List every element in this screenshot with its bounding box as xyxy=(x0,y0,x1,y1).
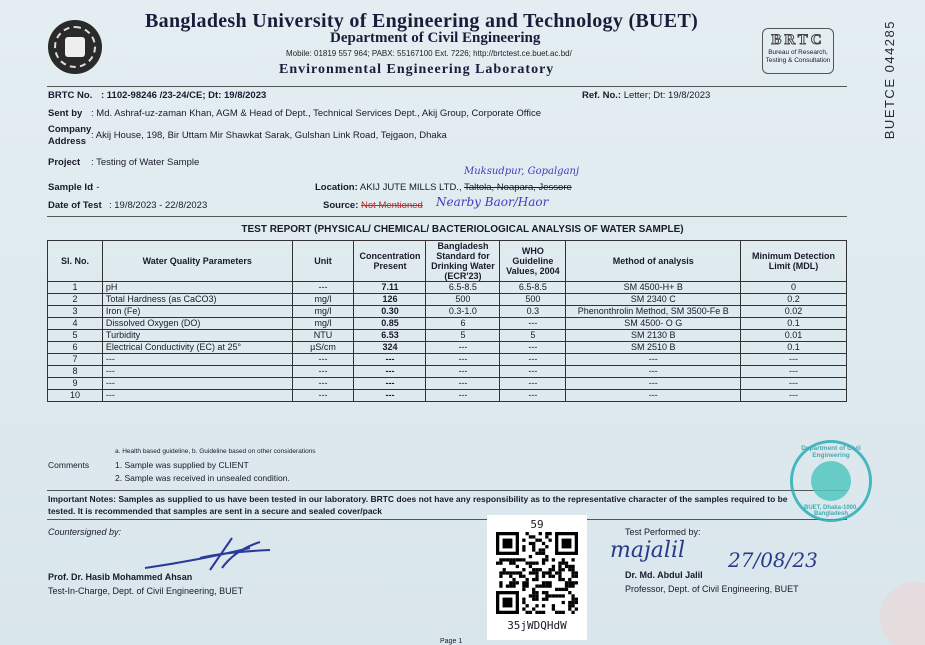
cell-who: 0.3 xyxy=(500,306,566,318)
header-sl: Sl. No. xyxy=(48,241,103,282)
cell-unit: --- xyxy=(292,390,354,402)
cell-sl: 2 xyxy=(48,294,103,306)
cell-parameter: Dissolved Oxygen (DO) xyxy=(102,318,292,330)
verification-qr xyxy=(487,515,587,640)
brtc-no-label: BRTC No. xyxy=(48,90,93,101)
tester-signature: majalil xyxy=(610,538,686,563)
cell-bd-standard: --- xyxy=(426,378,500,390)
table-row xyxy=(48,282,847,294)
cell-concentration: --- xyxy=(354,366,426,378)
cell-method: SM 2510 B xyxy=(566,342,741,354)
cell-concentration: --- xyxy=(354,378,426,390)
cell-concentration: 0.30 xyxy=(354,306,426,318)
cell-method: --- xyxy=(566,366,741,378)
cell-who: --- xyxy=(500,342,566,354)
cell-unit: --- xyxy=(292,354,354,366)
cell-who: --- xyxy=(500,366,566,378)
cell-bd-standard: 5 xyxy=(426,330,500,342)
qr-code-icon xyxy=(496,532,578,614)
tester-title: Professor, Dept. of Civil Engineering, BUET xyxy=(625,584,799,594)
cell-mdl: 0.1 xyxy=(741,318,847,330)
sample-id-label: Sample Id xyxy=(48,182,93,193)
table-row xyxy=(48,378,847,390)
cell-mdl: 0 xyxy=(741,282,847,294)
table-header-row xyxy=(48,241,847,282)
results-table xyxy=(47,240,847,402)
cell-unit: µS/cm xyxy=(292,342,354,354)
cell-parameter: --- xyxy=(102,390,292,402)
cell-parameter: Iron (Fe) xyxy=(102,306,292,318)
cell-unit: --- xyxy=(292,366,354,378)
qr-bottom-code: 35jWDQHdW xyxy=(507,619,567,632)
countersigned-label: Countersigned by: xyxy=(48,527,122,537)
countersigner-title: Test-In-Charge, Dept. of Civil Engineering, BUET xyxy=(48,586,244,596)
sent-by-label: Sent by xyxy=(48,108,83,119)
cell-bd-standard: --- xyxy=(426,354,500,366)
cell-concentration: 6.53 xyxy=(354,330,426,342)
cell-sl: 6 xyxy=(48,342,103,354)
ref-no-row xyxy=(582,90,710,101)
important-notes xyxy=(48,494,788,504)
cell-mdl: 0.01 xyxy=(741,330,847,342)
cell-mdl: --- xyxy=(741,366,847,378)
cell-method: SM 4500- O G xyxy=(566,318,741,330)
ref-no-label: Ref. No.: xyxy=(582,90,622,101)
cell-bd-standard: --- xyxy=(426,342,500,354)
cell-who: --- xyxy=(500,390,566,402)
location-struck: Taltola, Noapara, Jessore xyxy=(464,182,572,193)
serial-number: BUETCE 044285 xyxy=(882,20,897,140)
cell-who: --- xyxy=(500,318,566,330)
cell-parameter: Total Hardness (as CaCO3) xyxy=(102,294,292,306)
cell-sl: 8 xyxy=(48,366,103,378)
countersign-signature-icon xyxy=(140,530,280,575)
cell-concentration: 126 xyxy=(354,294,426,306)
header-mdl: Minimum Detection Limit (MDL) xyxy=(741,241,847,282)
cell-sl: 5 xyxy=(48,330,103,342)
table-row xyxy=(48,342,847,354)
table-row xyxy=(48,294,847,306)
page-label: Page 1 xyxy=(440,638,463,645)
ref-no-value: Letter; Dt: 19/8/2023 xyxy=(623,90,711,101)
location-row xyxy=(315,182,572,193)
sample-id-value: : - xyxy=(91,182,100,193)
cell-bd-standard: --- xyxy=(426,390,500,402)
header-unit: Unit xyxy=(292,241,354,282)
brtc-letters: BRTC xyxy=(771,32,825,48)
cell-parameter: pH xyxy=(102,282,292,294)
cell-parameter: Turbidity xyxy=(102,330,292,342)
cell-sl: 7 xyxy=(48,354,103,366)
department-name: Department of Civil Engineering xyxy=(330,30,541,46)
location-label: Location: xyxy=(315,182,358,193)
cell-unit: NTU xyxy=(292,330,354,342)
cell-sl: 4 xyxy=(48,318,103,330)
test-performed-label: Test Performed by: xyxy=(625,527,701,537)
table-row xyxy=(48,306,847,318)
meta-divider xyxy=(47,216,847,217)
header-parameter: Water Quality Parameters xyxy=(102,241,292,282)
location-handwritten: Muksudpur, Gopalganj xyxy=(464,166,580,177)
comment-2: 2. Sample was received in unsealed condition. xyxy=(115,473,290,483)
cell-concentration: --- xyxy=(354,390,426,402)
cell-parameter: --- xyxy=(102,354,292,366)
tester-name: Dr. Md. Abdul Jalil xyxy=(625,570,703,580)
qr-top-code: 59 xyxy=(530,518,544,531)
cell-method: SM 2340 C xyxy=(566,294,741,306)
cell-who: 6.5-8.5 xyxy=(500,282,566,294)
important-notes-text-1: Samples as supplied to us have been tested in our laboratory. BRTC does not have any responsibility as to the representative character of the samples required to be xyxy=(118,494,788,504)
project-label: Project xyxy=(48,157,81,168)
table-row xyxy=(48,330,847,342)
brtc-no-row xyxy=(48,90,266,101)
header-method: Method of analysis xyxy=(566,241,741,282)
company-label-1: Company xyxy=(48,124,92,135)
cell-bd-standard: 500 xyxy=(426,294,500,306)
header-who: WHO Guideline Values, 2004 xyxy=(500,241,566,282)
header-bd-standard: Bangladesh Standard for Drinking Water (ECR'23) xyxy=(426,241,500,282)
cell-who: --- xyxy=(500,378,566,390)
notes-top-divider xyxy=(47,490,847,491)
cell-mdl: --- xyxy=(741,390,847,402)
seal-bottom-text: BUET, Dhaka-1000, Bangladesh xyxy=(803,505,859,517)
cell-mdl: 0.02 xyxy=(741,306,847,318)
source-row xyxy=(323,200,423,211)
countersigner-name: Prof. Dr. Hasib Mohammed Ahsan xyxy=(48,572,193,582)
cell-bd-standard: --- xyxy=(426,366,500,378)
department-seal-icon xyxy=(790,440,872,522)
cell-sl: 10 xyxy=(48,390,103,402)
cell-who: 500 xyxy=(500,294,566,306)
cell-sl: 9 xyxy=(48,378,103,390)
header-divider xyxy=(47,86,847,87)
source-struck: Not Mentioned xyxy=(361,200,423,211)
cell-sl: 3 xyxy=(48,306,103,318)
seal-top-text: Department of Civil Engineering xyxy=(801,445,861,459)
source-label: Source: xyxy=(323,200,359,211)
comments-label: Comments xyxy=(48,460,90,470)
footnote: a. Health based guideline, b. Guideline based on other considerations xyxy=(115,448,316,455)
cell-method: SM 4500-H+ B xyxy=(566,282,741,294)
cell-bd-standard: 0.3-1.0 xyxy=(426,306,500,318)
cell-mdl: --- xyxy=(741,354,847,366)
location-value: AKIJ JUTE MILLS LTD., xyxy=(359,182,462,193)
buet-logo-icon xyxy=(48,20,102,74)
notes-bottom-divider xyxy=(47,519,847,520)
cell-method: Phenonthrolin Method, SM 3500-Fe B xyxy=(566,306,741,318)
contact-line: Mobile: 01819 557 964; PABX: 55167100 Ext. 7226; http://brtctest.ce.buet.ac.bd/ xyxy=(286,49,572,58)
important-notes-label: Important Notes: xyxy=(48,494,116,504)
comment-1: 1. Sample was supplied by CLIENT xyxy=(115,460,249,470)
university-name: Bangladesh University of Engineering and Technology (BUET) xyxy=(145,10,699,32)
brtc-line-2: Testing & Consultation xyxy=(765,57,831,64)
cell-unit: mg/l xyxy=(292,306,354,318)
brtc-logo xyxy=(762,28,834,74)
cell-mdl: 0.2 xyxy=(741,294,847,306)
company-address-value: : Akij House, 198, Bir Uttam Mir Shawkat Sarak, Gulshan Link Road, Tejgaon, Dhaka xyxy=(91,130,447,141)
cell-method: --- xyxy=(566,378,741,390)
source-handwritten: Nearby Baor/Haor xyxy=(436,195,549,209)
cell-mdl: 0.1 xyxy=(741,342,847,354)
important-notes-text-2: tested. It is recommended that samples are sent in a secure and sealed cover/pack xyxy=(48,506,383,516)
table-row xyxy=(48,318,847,330)
date-value: : 19/8/2023 - 22/8/2023 xyxy=(109,200,208,211)
cell-unit: mg/l xyxy=(292,294,354,306)
cell-unit: --- xyxy=(292,282,354,294)
cell-concentration: 0.85 xyxy=(354,318,426,330)
sign-date: 27/08/23 xyxy=(728,548,818,572)
cell-bd-standard: 6.5-8.5 xyxy=(426,282,500,294)
date-label: Date of Test xyxy=(48,200,102,211)
project-value: : Testing of Water Sample xyxy=(91,157,200,168)
company-label-2: Address xyxy=(48,136,87,147)
thumb-shadow xyxy=(880,582,925,645)
cell-method: --- xyxy=(566,390,741,402)
cell-who: 5 xyxy=(500,330,566,342)
cell-unit: --- xyxy=(292,378,354,390)
cell-sl: 1 xyxy=(48,282,103,294)
cell-concentration: 324 xyxy=(354,342,426,354)
cell-mdl: --- xyxy=(741,378,847,390)
cell-parameter: --- xyxy=(102,366,292,378)
table-row xyxy=(48,354,847,366)
header-concentration: Concentration Present xyxy=(354,241,426,282)
brtc-line-1: Bureau of Research, xyxy=(768,49,828,56)
cell-bd-standard: 6 xyxy=(426,318,500,330)
cell-unit: mg/l xyxy=(292,318,354,330)
cell-parameter: --- xyxy=(102,378,292,390)
cell-concentration: --- xyxy=(354,354,426,366)
cell-who: --- xyxy=(500,354,566,366)
brtc-no-value: : 1102-98246 /23-24/CE; Dt: 19/8/2023 xyxy=(100,90,267,101)
cell-method: --- xyxy=(566,354,741,366)
cell-method: SM 2130 B xyxy=(566,330,741,342)
report-title: TEST REPORT (PHYSICAL/ CHEMICAL/ BACTERIOLOGICAL ANALYSIS OF WATER SAMPLE) xyxy=(241,224,684,235)
laboratory-name: Environmental Engineering Laboratory xyxy=(279,62,555,77)
sent-by-value: : Md. Ashraf-uz-zaman Khan, AGM & Head of Dept., Technical Services Dept., Akij Group, Corporate Office xyxy=(91,108,542,119)
cell-concentration: 7.11 xyxy=(354,282,426,294)
table-row xyxy=(48,390,847,402)
cell-parameter: Electrical Conductivity (EC) at 25° xyxy=(102,342,292,354)
table-row xyxy=(48,366,847,378)
